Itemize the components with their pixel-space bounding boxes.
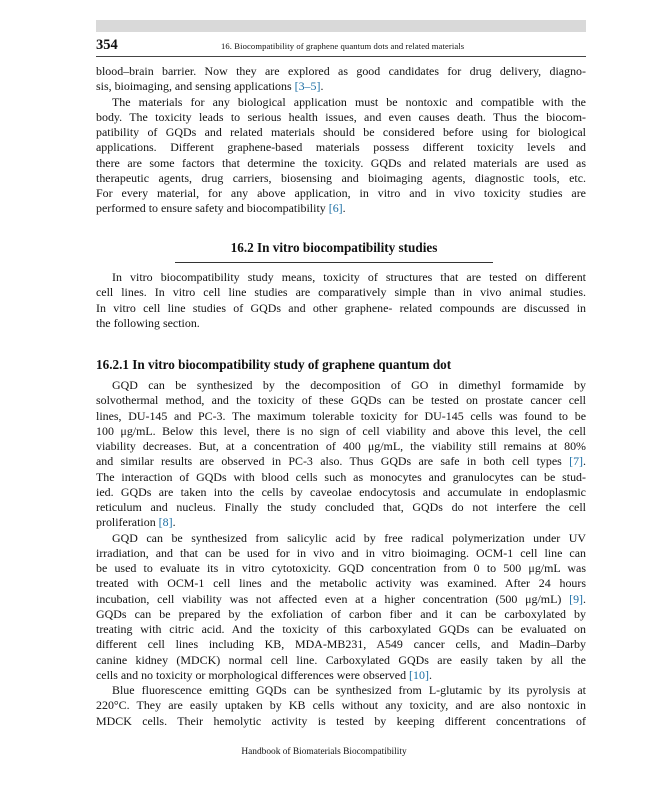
text-line	[96, 668, 586, 683]
line-text: GQDs can be prepared by the exfoliation of carbon fiber and it can be carboxylated by	[96, 606, 586, 621]
line-text: In vitro cell line studies of GQDs and other graphene- related compounds are discussed in	[96, 300, 586, 315]
line-text: Blue fluorescence emitting GQDs can be synthesized from L-glutamic by its pyrolysis at	[112, 683, 586, 697]
line-text: different cell lines including KB, MDA-MB231, A549 cancer cells, and Madin–Darby	[96, 637, 586, 652]
section-title: 16.2 In vitro biocompatibility studies	[230, 240, 438, 255]
line-text: cell lines. In vitro cell line studies are comparatively simple than in vivo animal studies.	[96, 285, 586, 300]
text-line	[96, 393, 586, 408]
text-line	[96, 79, 586, 94]
text-line	[96, 424, 586, 439]
text-line	[96, 470, 586, 485]
citation-link[interactable]: [7]	[569, 454, 584, 469]
line-text: performed to ensure safety and biocompatibility	[96, 201, 329, 216]
line-text: sis, bioimaging, and sensing applications	[96, 79, 295, 94]
line-text: there are some factors that determine the toxicity. GQDs and related materials are used as	[96, 155, 586, 170]
text-line	[96, 515, 586, 530]
line-text: lines, DU-145 and PC-3. The maximum tolerable toxicity for DU-145 cells was found to be	[96, 408, 586, 423]
text-line	[96, 500, 586, 515]
text-line	[96, 592, 586, 607]
line-text: viability decreases. But, at a concentration of 400 μg/mL, the viability still remains at 80%	[96, 439, 586, 453]
line-text: MDCK cells. Their hemolytic activity is tested by keeping different concentrations of	[96, 713, 586, 728]
line-text: body. The toxicity leads to serious health issues, and even causes death. Thus the biocom-	[96, 109, 586, 124]
line-text: patibility of GQDs and related materials should be considered before using for biological	[96, 125, 586, 139]
subsection-title: 16.2.1 In vitro biocompatibility study of graphene quantum dot	[96, 357, 452, 372]
text-line	[96, 110, 586, 125]
text-line	[96, 186, 586, 201]
line-text: 220°C. They are easily uptaken by KB cells without any toxicity, and are also nontoxic in	[96, 698, 586, 713]
text-line	[96, 156, 586, 171]
text-line	[96, 270, 586, 285]
line-punctuation: .	[172, 515, 176, 530]
line-punctuation: .	[428, 667, 432, 682]
line-text: blood–brain barrier. Now they are explored as good candidates for drug delivery, diagno-	[96, 64, 586, 78]
line-text: incubation, cell viability was not affected even at a higher concentration (500 μg/mL)	[96, 591, 570, 606]
section-intro-paragraph	[96, 270, 586, 331]
citation-link[interactable]: [8]	[158, 515, 173, 530]
line-punctuation: .	[320, 79, 324, 94]
text-line	[96, 653, 586, 668]
line-text: canine kidney (MDCK) normal cell line. Carboxylated GQDs are easily taken by all the	[96, 652, 586, 667]
line-text: proliferation	[96, 515, 159, 530]
page-footer: Handbook of Biomaterials Biocompatibility	[241, 747, 407, 757]
line-text: GQD can be synthesized from salicylic acid by free radical polymerization under UV	[112, 530, 586, 545]
text-line	[96, 95, 586, 110]
page-number: 354	[96, 37, 118, 53]
line-text: and similar results are observed in PC-3 also. Thus GQDs are safe in both cell types	[96, 454, 570, 469]
citation-link[interactable]: [10]	[409, 667, 429, 682]
line-text: The materials for any biological application must be nontoxic and compatible with the	[112, 94, 586, 109]
line-text: be used to evaluate its in vitro cytotoxicity. GQD concentration from 0 to 500 μg/mL was	[96, 561, 586, 575]
line-text: The interaction of GQDs with blood cells such as monocytes and granulocytes can be stud-	[96, 469, 586, 484]
line-text: In vitro biocompatibility study means, toxicity of structures that are tested on different	[112, 270, 586, 284]
text-line	[96, 607, 586, 622]
line-text: cells and no toxicity or morphological differences were observed	[96, 667, 410, 682]
main-paragraphs	[96, 378, 586, 729]
text-line	[96, 201, 586, 216]
line-text: For every material, for any above application, in vitro and in vivo toxicity studies are	[96, 186, 586, 200]
text-line	[96, 454, 586, 469]
top-gray-bar	[96, 20, 586, 32]
text-line	[96, 576, 586, 591]
text-line	[96, 485, 586, 500]
text-line	[96, 439, 586, 454]
text-line	[96, 714, 586, 729]
text-line	[96, 316, 586, 331]
line-text: treating with citric acid. And the toxicity of this carboxylated GQDs can be evaluated on	[96, 622, 586, 636]
line-punctuation: .	[342, 201, 346, 216]
line-text: reticulum and nucleus. Finally the study concluded that, GQDs do not interfere the cell	[96, 500, 586, 514]
line-text: therapeutic agents, drug carriers, biosensing and bioimaging agents, diagnostic tools, etc.	[96, 170, 586, 185]
line-text: the following section.	[96, 315, 200, 330]
line-text: irradiation, and that can be used for in vivo and in vitro bioimaging. OCM-1 cell line can	[96, 545, 586, 560]
section-rule	[175, 262, 493, 263]
text-line	[96, 125, 586, 140]
line-text: 100 μg/mL. Below this level, there is no sign of cell viability and above this level, the cell	[96, 423, 586, 438]
text-line	[96, 546, 586, 561]
citation-link[interactable]: [6]	[328, 201, 343, 216]
text-line	[96, 561, 586, 576]
line-text: treated with OCM-1 cell lines and the metabolic activity was examined. After 24 hours	[96, 576, 586, 591]
line-punctuation: .	[583, 591, 586, 606]
text-line	[96, 64, 586, 79]
line-text: ied. GQDs are taken into the cells by caveolae endocytosis and accumulate in endoplasmic	[96, 484, 586, 499]
text-line	[96, 378, 586, 393]
text-line	[96, 622, 586, 637]
text-line	[96, 285, 586, 300]
text-line	[96, 683, 586, 698]
text-line	[96, 301, 586, 316]
running-head: 16. Biocompatibility of graphene quantum dots and related materials	[221, 41, 465, 51]
line-text: solvothermal method, and the toxicity of these GQDs can be tested on prostate cancer cell	[96, 393, 586, 408]
line-punctuation: .	[583, 454, 586, 469]
text-line	[96, 531, 586, 546]
text-line	[96, 171, 586, 186]
line-text: GQD can be synthesized by the decomposition of GO in dimethyl formamide by	[112, 378, 586, 392]
line-text: applications. Different graphene-based materials possess different toxicity levels and	[96, 140, 586, 155]
text-line	[96, 409, 586, 424]
page-header	[96, 37, 586, 53]
text-line	[96, 698, 586, 713]
intro-paragraphs	[96, 64, 586, 217]
text-line	[96, 140, 586, 155]
citation-link[interactable]: [9]	[569, 591, 584, 606]
text-line	[96, 637, 586, 652]
header-rule	[96, 56, 586, 57]
citation-link[interactable]: [3–5]	[294, 79, 321, 94]
